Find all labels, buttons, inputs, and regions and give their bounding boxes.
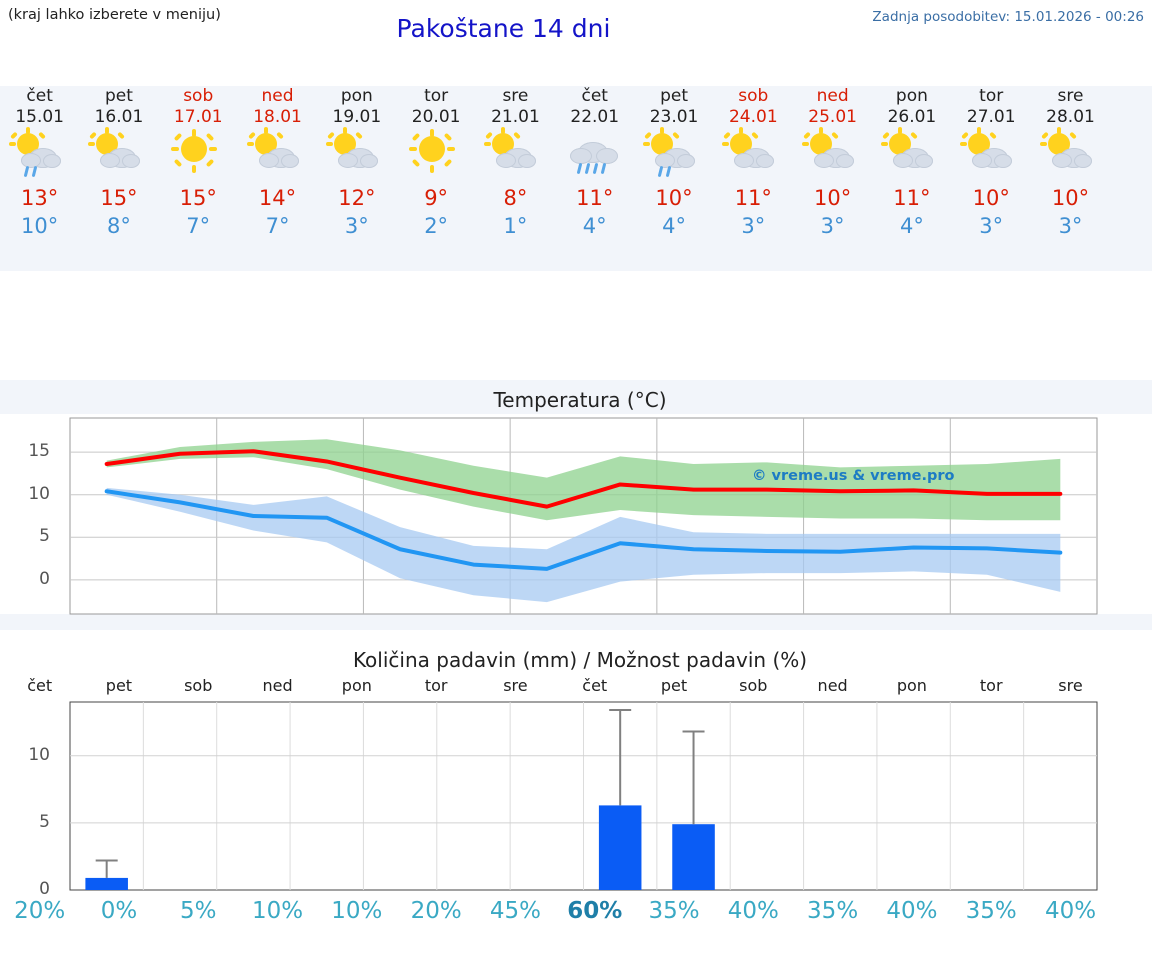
weather-icon-sun-cloud <box>1040 132 1102 178</box>
forecast-day-tmin: 7° <box>186 214 211 238</box>
forecast-day[interactable] <box>0 86 79 240</box>
forecast-day-date: 22.01 <box>570 107 620 127</box>
forecast-day-date: 17.01 <box>173 107 223 127</box>
forecast-day-icon <box>714 132 793 180</box>
temperature-chart-title: Temperatura (°C) <box>493 388 667 412</box>
precipitation-probability: 40% <box>1044 898 1097 924</box>
precipitation-probability: 20% <box>410 898 462 924</box>
forecast-day-tmin: 1° <box>503 214 528 238</box>
forecast-day-date: 15.01 <box>15 107 64 127</box>
forecast-day-date: 27.01 <box>966 107 1016 127</box>
forecast-day-date: 28.01 <box>1046 107 1095 127</box>
weather-icon-sun-cloud <box>722 132 784 178</box>
forecast-day-tmin: 7° <box>265 214 290 238</box>
forecast-day-name: ned <box>261 86 294 106</box>
precipitation-day-label: ned <box>817 676 848 695</box>
precipitation-probability: 35% <box>807 898 859 924</box>
forecast-day-date: 19.01 <box>332 107 382 127</box>
precipitation-probability: 5% <box>179 898 217 924</box>
precipitation-y-tick: 5 <box>39 811 50 832</box>
forecast-day[interactable] <box>159 86 238 240</box>
forecast-day-tmax: 13° <box>21 186 59 210</box>
forecast-day-name: sre <box>1057 86 1084 106</box>
forecast-day[interactable] <box>1031 86 1110 240</box>
weather-icon-sun-cloud <box>247 132 309 178</box>
forecast-day-tmin: 4° <box>899 214 924 238</box>
forecast-day-tmax: 10° <box>972 186 1010 210</box>
forecast-day-tmin: 8° <box>107 214 131 238</box>
weather-icon-sun-cloud-rain <box>9 132 71 178</box>
forecast-day-date: 24.01 <box>728 107 778 127</box>
header-bar <box>0 0 1152 58</box>
forecast-day-tmax: 10° <box>655 186 693 210</box>
forecast-day-tmax: 9° <box>424 186 449 210</box>
forecast-day-date: 25.01 <box>808 107 857 127</box>
precipitation-probability: 40% <box>886 898 938 924</box>
forecast-day[interactable] <box>317 86 396 240</box>
forecast-day-icon <box>634 132 713 180</box>
forecast-day-tmin: 4° <box>582 214 607 238</box>
forecast-day-tmin: 3° <box>344 214 369 238</box>
forecast-day[interactable] <box>714 86 793 240</box>
forecast-day-tmax: 11° <box>734 186 772 210</box>
precipitation-probability-row <box>0 898 1152 924</box>
forecast-day-icon <box>476 132 555 180</box>
forecast-day-tmax: 10° <box>814 186 852 210</box>
precipitation-day-label: pon <box>341 676 372 695</box>
forecast-day-icon <box>872 132 951 180</box>
forecast-day-tmax: 11° <box>576 186 614 210</box>
precipitation-day-label: pet <box>660 676 688 695</box>
forecast-day-tmax: 8° <box>503 186 528 210</box>
forecast-day-tmin: 10° <box>21 214 59 238</box>
forecast-day[interactable] <box>952 86 1031 240</box>
weather-icon-sun-cloud <box>881 132 943 178</box>
forecast-day-name: pet <box>104 86 133 106</box>
forecast-day-icon <box>793 132 872 180</box>
precipitation-day-label: sob <box>739 676 768 695</box>
forecast-day-date: 26.01 <box>887 107 937 127</box>
precipitation-day-label: pon <box>896 676 927 695</box>
precipitation-days-row <box>0 676 1152 695</box>
forecast-day-icon <box>159 132 238 180</box>
forecast-day-date: 18.01 <box>253 107 302 127</box>
forecast-day[interactable] <box>872 86 951 240</box>
forecast-day-date: 16.01 <box>94 107 144 127</box>
forecast-day-name: sob <box>738 86 769 106</box>
precipitation-probability: 20% <box>14 898 66 924</box>
forecast-day-tmax: 12° <box>338 186 376 210</box>
precipitation-day-label: sre <box>1058 676 1083 695</box>
forecast-day-tmin: 3° <box>979 214 1004 238</box>
temperature-y-tick: 15 <box>28 441 50 462</box>
forecast-days-row <box>0 86 1152 240</box>
precipitation-y-tick: 10 <box>28 744 50 765</box>
precipitation-day-label: tor <box>424 676 448 695</box>
precipitation-probability: 40% <box>727 898 779 924</box>
page-title: Pakoštane 14 dni <box>396 14 611 43</box>
forecast-day-tmin: 3° <box>741 214 766 238</box>
last-update-text: Zadnja posodobitev: 15.01.2026 - 00:26 <box>872 9 1144 25</box>
copyright-text: © vreme.us & vreme.pro <box>752 468 955 484</box>
menu-note: (kraj lahko izberete v meniju) <box>8 7 221 23</box>
weather-icon-sun-cloud <box>802 132 864 178</box>
precipitation-day-label: pet <box>105 676 133 695</box>
temperature-y-tick: 5 <box>39 526 50 547</box>
precipitation-probability: 45% <box>489 898 541 924</box>
forecast-day[interactable] <box>238 86 317 240</box>
precipitation-probability: 10% <box>251 898 304 924</box>
forecast-day-icon <box>952 132 1031 180</box>
forecast-day-icon <box>396 132 475 180</box>
forecast-day-tmin: 4° <box>662 214 686 238</box>
forecast-day-name: čet <box>26 86 53 106</box>
precipitation-chart-title: Količina padavin (mm) / Možnost padavin (%) <box>352 648 808 672</box>
temperature-y-tick: 0 <box>39 568 50 589</box>
forecast-day[interactable] <box>555 86 634 240</box>
forecast-day[interactable] <box>79 86 158 240</box>
forecast-day[interactable] <box>793 86 872 240</box>
precipitation-day-label: tor <box>979 676 1003 695</box>
forecast-day-date: 21.01 <box>491 107 540 127</box>
forecast-day-name: sre <box>502 86 529 106</box>
precipitation-day-label: sre <box>503 676 528 695</box>
precipitation-probability: 60% <box>567 898 623 924</box>
weather-icon-sun-cloud-rain <box>643 132 705 178</box>
weather-icon-sun <box>167 132 229 178</box>
forecast-day[interactable] <box>476 86 555 240</box>
forecast-day-name: čet <box>581 86 608 106</box>
forecast-day-tmin: 3° <box>820 214 845 238</box>
forecast-day-tmax: 15° <box>179 186 217 210</box>
forecast-day-icon <box>0 132 79 180</box>
precipitation-day-label: ned <box>262 676 293 695</box>
forecast-day-date: 23.01 <box>649 107 699 127</box>
precipitation-day-label: čet <box>582 676 608 695</box>
precipitation-chart-svg <box>0 698 1152 898</box>
forecast-day-tmin: 3° <box>1058 214 1083 238</box>
temperature-y-tick: 10 <box>28 483 50 504</box>
weather-icon-cloud-rain <box>564 132 626 178</box>
forecast-day-date: 20.01 <box>411 107 461 127</box>
weather-icon-sun-cloud <box>326 132 388 178</box>
forecast-day-name: sob <box>183 86 214 106</box>
weather-icon-sun-cloud <box>484 132 546 178</box>
forecast-day-name: pet <box>660 86 688 106</box>
precipitation-probability: 35% <box>648 898 700 924</box>
forecast-day-icon <box>238 132 317 180</box>
precipitation-probability: 35% <box>965 898 1017 924</box>
forecast-day-tmax: 10° <box>1051 186 1090 210</box>
weather-icon-sun-cloud <box>960 132 1022 178</box>
forecast-day-tmin: 2° <box>424 214 449 238</box>
forecast-day-icon <box>317 132 396 180</box>
forecast-day-name: tor <box>424 86 449 106</box>
forecast-strip <box>0 86 1152 271</box>
forecast-day-icon <box>1031 132 1110 180</box>
precipitation-day-label: čet <box>27 676 53 695</box>
forecast-day[interactable] <box>396 86 475 240</box>
precipitation-y-tick: 0 <box>39 879 50 899</box>
temperature-chart-svg <box>0 410 1152 625</box>
forecast-day-icon <box>555 132 634 180</box>
precipitation-day-label: sob <box>184 676 213 695</box>
forecast-day-name: ned <box>816 86 849 106</box>
forecast-day-tmax: 15° <box>100 186 138 210</box>
forecast-day-icon <box>79 132 158 180</box>
precipitation-probability: 10% <box>331 898 383 924</box>
forecast-day-tmax: 14° <box>258 186 297 210</box>
weather-icon-sun-cloud <box>88 132 150 178</box>
forecast-day-name: tor <box>979 86 1004 106</box>
weather-icon-sun <box>405 132 467 178</box>
forecast-day[interactable] <box>634 86 713 240</box>
forecast-day-tmax: 11° <box>893 186 931 210</box>
precipitation-probability: 0% <box>100 898 138 924</box>
forecast-day-name: pon <box>340 86 373 106</box>
forecast-day-name: pon <box>895 86 928 106</box>
